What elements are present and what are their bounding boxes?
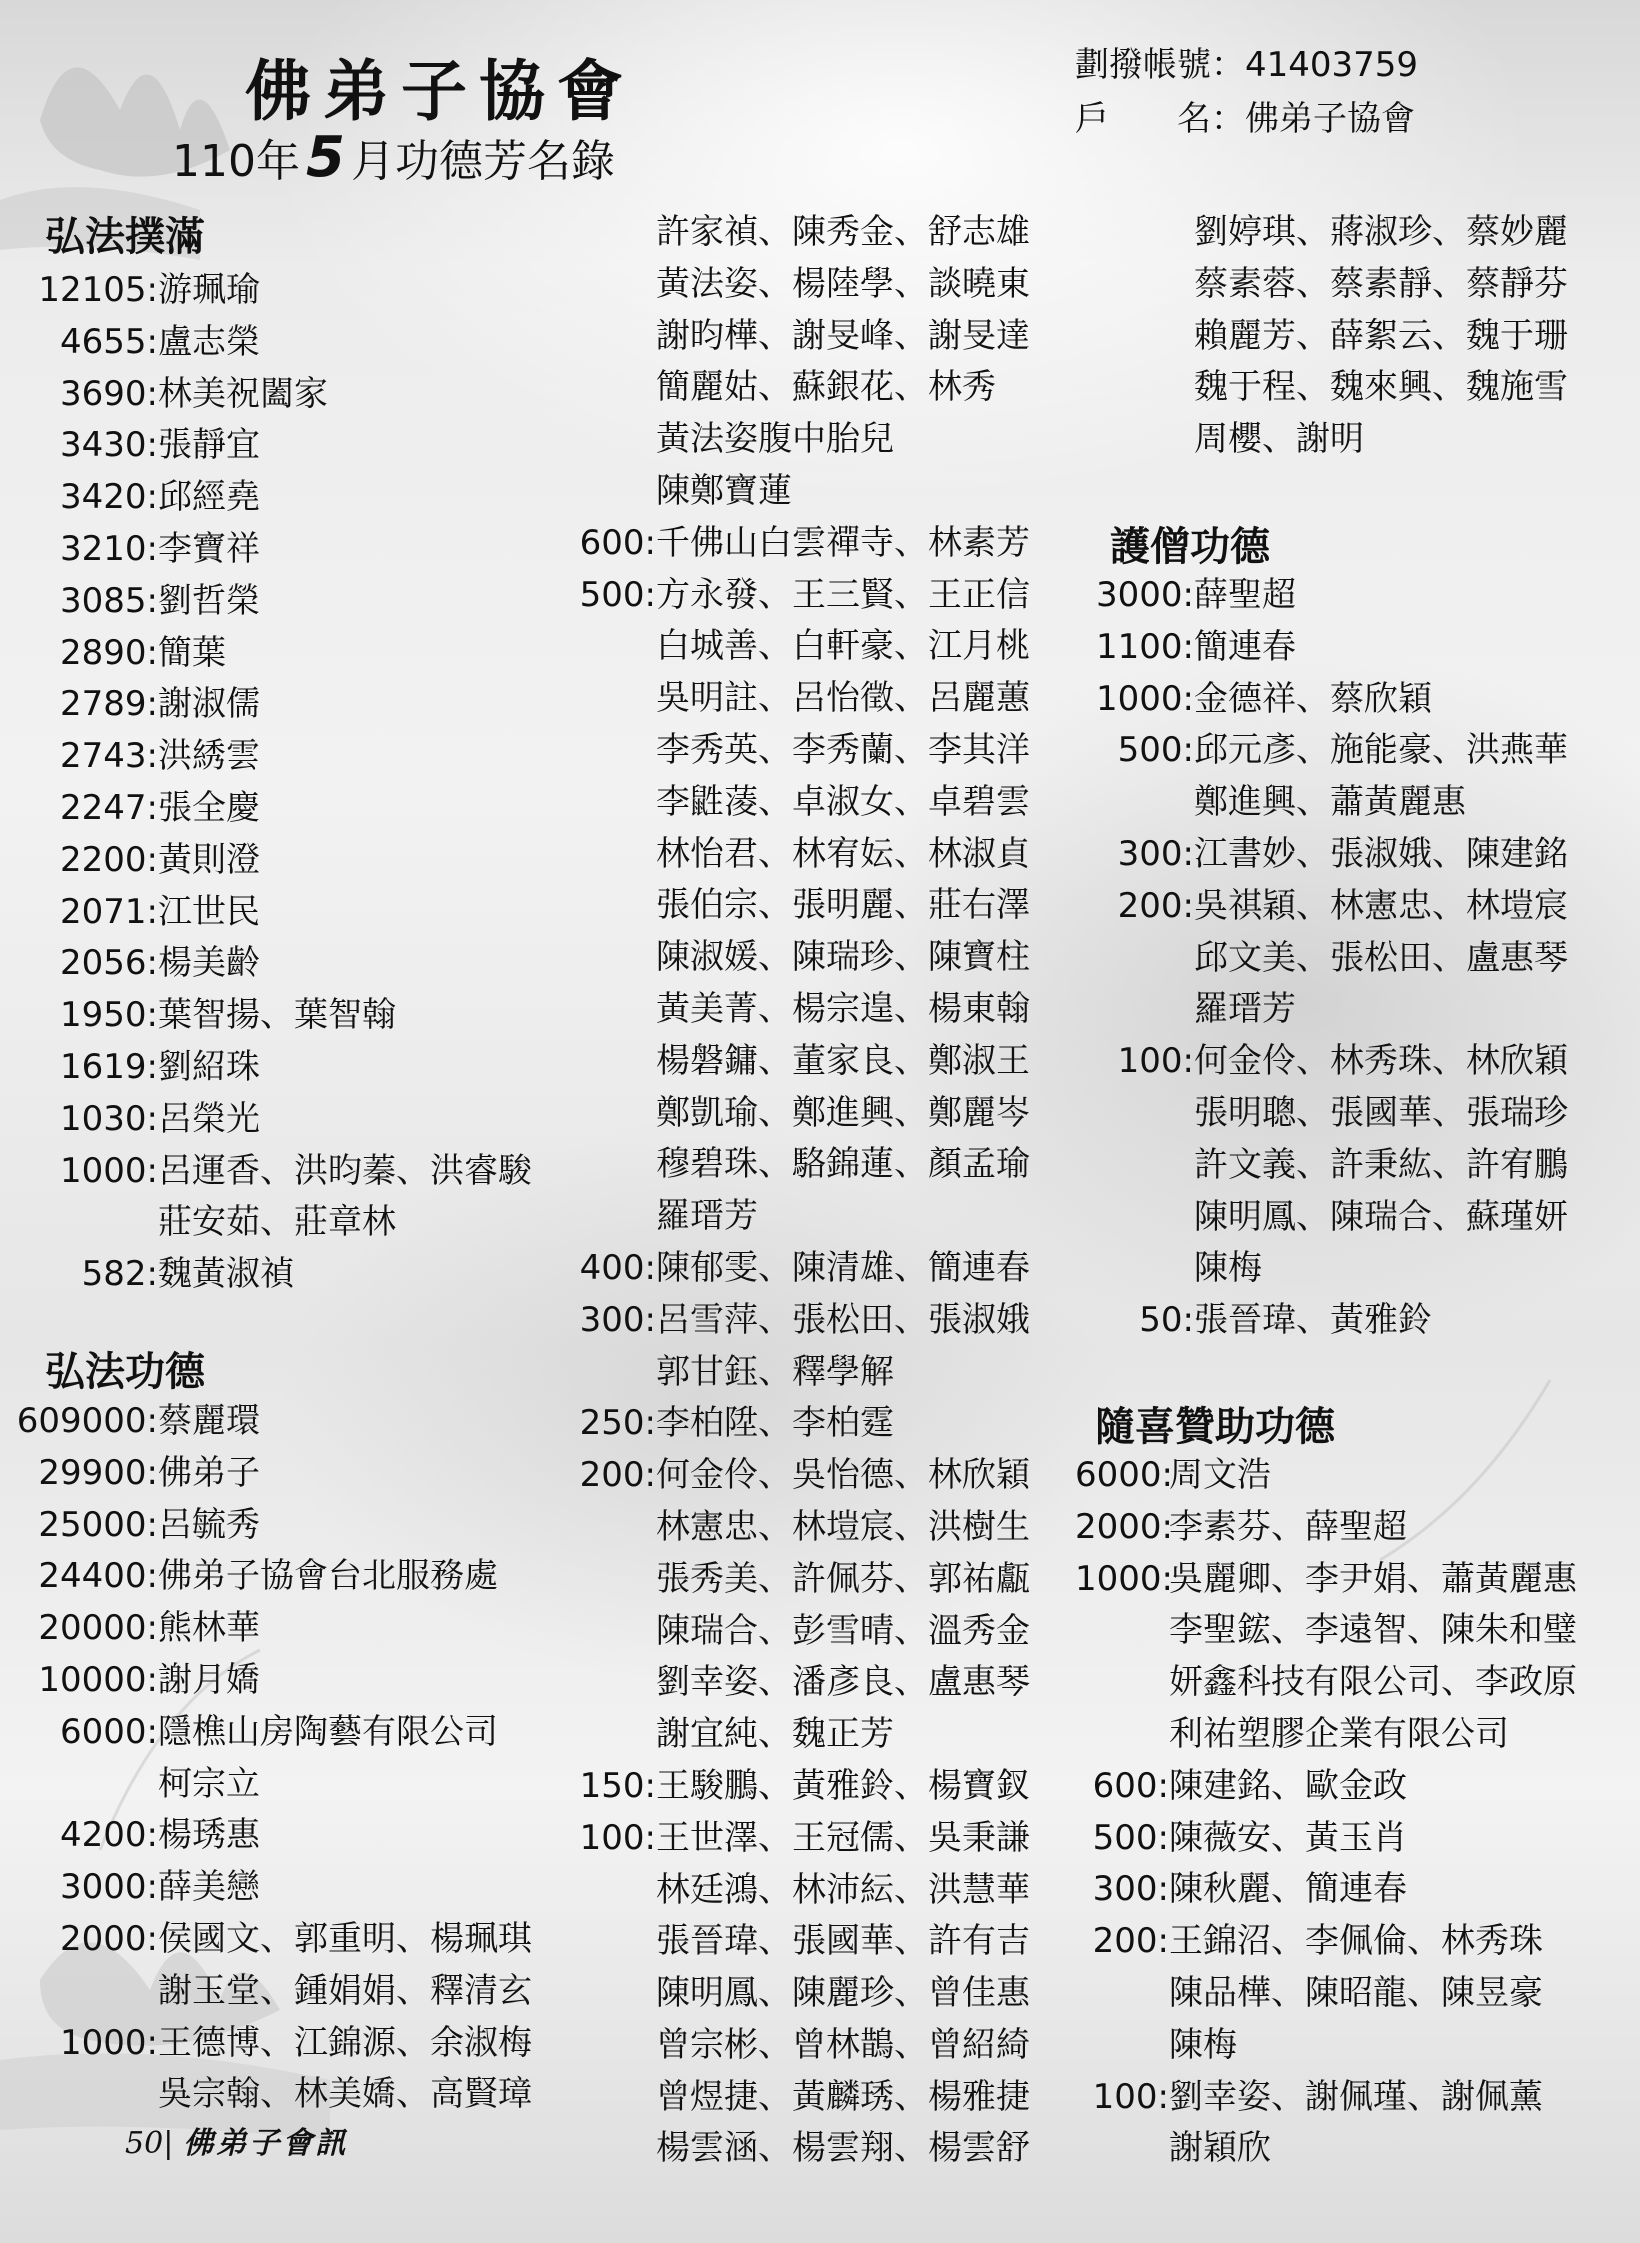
account-holder-label: 戶 名： bbox=[1075, 99, 1245, 139]
donation-amount: 200: bbox=[579, 1455, 656, 1496]
donor-names: 鄭凱瑜、鄭進興、鄭麗岑 bbox=[656, 1092, 1030, 1133]
donor-names: 李聖鋐、李遠智、陳朱和璧 bbox=[1169, 1610, 1577, 1651]
donor-names: 陳薇安、黃玉肖 bbox=[1169, 1817, 1407, 1858]
donor-names: 謝月嬌 bbox=[158, 1659, 260, 1700]
donor-names: 薛美戀 bbox=[158, 1867, 260, 1908]
donor-names: 魏于程、魏來興、魏施雪 bbox=[1194, 367, 1568, 408]
donor-names: 吳宗翰、林美嬌、高賢璋 bbox=[158, 2074, 532, 2115]
donor-names: 劉哲榮 bbox=[158, 580, 260, 621]
donor-names: 周文浩 bbox=[1169, 1455, 1271, 1495]
donation-amount: 1000: bbox=[1075, 1558, 1173, 1599]
donor-names: 王德博、江錦源、余淑梅 bbox=[158, 2022, 532, 2063]
donor-names: 邱元彥、施能豪、洪燕華 bbox=[1194, 730, 1568, 771]
donor-names: 蔡素蓉、蔡素靜、蔡靜芬 bbox=[1194, 263, 1568, 304]
donor-names: 陳梅 bbox=[1194, 1248, 1262, 1289]
donor-names: 盧志榮 bbox=[158, 321, 260, 362]
donor-names: 佛弟子 bbox=[158, 1452, 260, 1493]
donation-amount: 200: bbox=[1092, 1921, 1169, 1962]
donor-names: 張晉瑋、黃雅鈴 bbox=[1194, 1300, 1432, 1341]
donor-names: 魏黃淑禎 bbox=[158, 1254, 294, 1295]
donor-names: 陳明鳳、陳麗珍、曾佳惠 bbox=[656, 1973, 1030, 2014]
page-footer bbox=[125, 2118, 348, 2162]
donor-names: 熊林華 bbox=[158, 1608, 260, 1649]
donation-amount: 150: bbox=[579, 1765, 656, 1806]
donation-amount: 2071: bbox=[60, 891, 158, 932]
donation-amount: 25000: bbox=[38, 1504, 158, 1545]
donation-amount: 600: bbox=[1092, 1765, 1169, 1806]
donor-names: 張全慶 bbox=[158, 787, 260, 828]
donor-names: 楊琇惠 bbox=[158, 1815, 260, 1856]
donor-names: 何金伶、吳怡德、林欣穎 bbox=[656, 1455, 1030, 1496]
donor-names: 劉婷琪、蔣淑珍、蔡妙麗 bbox=[1194, 212, 1568, 252]
donation-amount: 600: bbox=[579, 522, 656, 563]
donor-names: 吳祺穎、林憲忠、林塏宸 bbox=[1194, 885, 1568, 926]
donation-amount: 300: bbox=[1092, 1869, 1169, 1910]
donation-amount: 2000: bbox=[60, 1918, 158, 1959]
donation-amount: 300: bbox=[579, 1299, 656, 1340]
account-holder: 佛弟子協會 bbox=[1245, 99, 1415, 139]
donor-names: 謝穎欣 bbox=[1169, 2128, 1271, 2169]
donor-names: 何金伶、林秀珠、林欣穎 bbox=[1194, 1041, 1568, 1082]
donor-names: 游珮瑜 bbox=[158, 270, 260, 310]
donor-names: 郭甘鈺、釋學解 bbox=[656, 1351, 894, 1392]
donor-names: 薛聖超 bbox=[1194, 575, 1296, 615]
donor-names: 侯國文、郭重明、楊珮琪 bbox=[158, 1918, 532, 1959]
donation-amount: 3420: bbox=[60, 477, 158, 518]
donor-names: 方永發、王三賢、王正信 bbox=[656, 574, 1030, 615]
donor-names: 呂毓秀 bbox=[158, 1504, 260, 1545]
donation-amount: 2247: bbox=[60, 787, 158, 828]
donation-amount: 100: bbox=[579, 1817, 656, 1858]
donor-names: 白城善、白軒豪、江月桃 bbox=[656, 626, 1030, 667]
donation-amount: 200: bbox=[1117, 885, 1194, 926]
donor-names: 吳麗卿、李尹娟、蕭黃麗惠 bbox=[1169, 1558, 1577, 1599]
donation-amount: 3430: bbox=[60, 425, 158, 466]
donation-amount: 3000: bbox=[1096, 575, 1194, 615]
donor-names: 呂雪萍、張松田、張淑娥 bbox=[656, 1299, 1030, 1340]
donor-names: 吳明註、呂怡徵、呂麗蕙 bbox=[656, 678, 1030, 719]
donor-names: 莊安茹、莊章林 bbox=[158, 1202, 396, 1243]
donor-names: 劉幸姿、潘彥良、盧惠琴 bbox=[656, 1662, 1030, 1703]
donation-amount: 300: bbox=[1117, 833, 1194, 874]
donor-names: 周櫻、謝明 bbox=[1194, 419, 1364, 460]
donor-names: 洪綉雲 bbox=[158, 736, 260, 777]
donor-names: 劉紹珠 bbox=[158, 1046, 260, 1087]
donation-amount: 609000: bbox=[16, 1401, 158, 1441]
donor-names: 江世民 bbox=[158, 891, 260, 932]
donation-amount: 250: bbox=[579, 1403, 656, 1444]
donor-names: 妍鑫科技有限公司、李政原 bbox=[1169, 1662, 1577, 1703]
account-number-label: 劃撥帳號： bbox=[1075, 45, 1245, 85]
donor-names: 葉智揚、葉智翰 bbox=[158, 995, 396, 1036]
donor-names: 陳品樺、陳昭龍、陳昱豪 bbox=[1169, 1972, 1543, 2013]
donor-names: 林怡君、林宥妘、林淑貞 bbox=[656, 833, 1030, 874]
donation-amount: 3690: bbox=[60, 373, 158, 414]
donor-names: 林美祝闔家 bbox=[158, 373, 328, 414]
donor-names: 曾宗彬、曾林鵲、曾紹綺 bbox=[656, 2024, 1030, 2065]
donation-amount: 582: bbox=[81, 1254, 158, 1295]
page-number: 50 bbox=[125, 2126, 164, 2161]
donor-names: 張秀美、許佩芬、郭祐甗 bbox=[656, 1558, 1030, 1599]
donor-names: 黃法姿、楊陸學、談曉東 bbox=[656, 263, 1030, 304]
donation-amount: 3085: bbox=[60, 580, 158, 621]
donor-names: 陳秋麗、簡連春 bbox=[1169, 1869, 1407, 1910]
donor-names: 呂榮光 bbox=[158, 1098, 260, 1139]
donor-names: 賴麗芳、薛絮云、魏于珊 bbox=[1194, 315, 1568, 356]
donor-names: 楊雲涵、楊雲翔、楊雲舒 bbox=[656, 2128, 1030, 2169]
donation-amount: 1000: bbox=[1096, 678, 1194, 719]
donation-amount: 6000: bbox=[60, 1711, 158, 1752]
donor-names: 黃美菁、楊宗遑、楊東翰 bbox=[656, 988, 1030, 1029]
donor-names: 林憲忠、林塏宸、洪樹生 bbox=[656, 1506, 1030, 1547]
donor-names: 陳鄭寶蓮 bbox=[656, 470, 792, 511]
donor-names: 利祐塑膠企業有限公司 bbox=[1169, 1713, 1509, 1754]
section-heading: 弘法功德 bbox=[45, 1349, 205, 1395]
donation-amount: 3000: bbox=[60, 1867, 158, 1908]
donor-names: 羅瑨芳 bbox=[1194, 989, 1296, 1030]
donation-amount: 2789: bbox=[60, 684, 158, 725]
donation-amount: 2200: bbox=[60, 839, 158, 880]
donation-amount: 24400: bbox=[38, 1556, 158, 1597]
donation-amount: 29900: bbox=[38, 1452, 158, 1493]
donor-names: 簡麗姑、蘇銀花、林秀 bbox=[656, 367, 996, 408]
donor-names: 江書妙、張淑娥、陳建銘 bbox=[1194, 833, 1568, 874]
footer-separator: | bbox=[163, 2126, 174, 2161]
donor-names: 鄭進興、蕭黃麗惠 bbox=[1194, 782, 1466, 823]
donor-names: 張伯宗、張明麗、莊右澤 bbox=[656, 885, 1030, 926]
donation-amount: 4200: bbox=[60, 1815, 158, 1856]
donor-names: 陳瑞合、彭雪晴、溫秀金 bbox=[656, 1610, 1030, 1651]
donor-names: 王錦沼、李佩倫、林秀珠 bbox=[1169, 1921, 1543, 1962]
donation-amount: 20000: bbox=[38, 1608, 158, 1649]
donor-names: 佛弟子協會台北服務處 bbox=[158, 1556, 498, 1597]
section-heading: 護僧功德 bbox=[1110, 524, 1270, 570]
donation-amount: 1950: bbox=[60, 995, 158, 1036]
account-number: 41403759 bbox=[1245, 45, 1419, 85]
donation-amount: 50: bbox=[1139, 1300, 1194, 1341]
donor-names: 張晉瑋、張國華、許有吉 bbox=[656, 1921, 1030, 1962]
magazine-name: 佛弟子會訊 bbox=[183, 2126, 349, 2161]
donation-amount: 500: bbox=[1092, 1817, 1169, 1858]
donor-names: 穆碧珠、駱錦蓮、顏孟瑜 bbox=[656, 1144, 1030, 1185]
donor-names: 許文義、許秉紘、許宥鵬 bbox=[1194, 1144, 1568, 1185]
page-title: 佛弟子協會 bbox=[245, 52, 635, 130]
donation-amount: 6000: bbox=[1075, 1455, 1173, 1495]
donor-names: 千佛山白雲禪寺、林素芳 bbox=[656, 522, 1030, 563]
page-subtitle bbox=[172, 125, 615, 190]
donor-names: 陳淑媛、陳瑞珍、陳寶柱 bbox=[656, 937, 1030, 978]
donor-names: 金德祥、蔡欣穎 bbox=[1194, 678, 1432, 719]
donor-names: 邱文美、張松田、盧惠琴 bbox=[1194, 937, 1568, 978]
donation-amount: 1619: bbox=[60, 1046, 158, 1087]
donor-names: 陳梅 bbox=[1169, 2024, 1237, 2065]
subtitle-month: 5 bbox=[305, 125, 345, 190]
donor-names: 隱樵山房陶藝有限公司 bbox=[158, 1711, 498, 1752]
donation-amount: 4655: bbox=[60, 321, 158, 362]
donation-amount: 2056: bbox=[60, 943, 158, 984]
donor-names: 謝昀樺、謝旻峰、謝旻達 bbox=[656, 315, 1030, 356]
donor-names: 謝淑儒 bbox=[158, 684, 260, 725]
donor-names: 王駿鵬、黃雅鈴、楊寶釵 bbox=[656, 1765, 1030, 1806]
donation-amount: 100: bbox=[1117, 1041, 1194, 1082]
donor-names: 羅瑨芳 bbox=[656, 1196, 758, 1237]
donation-amount: 3210: bbox=[60, 528, 158, 569]
donation-amount: 2890: bbox=[60, 632, 158, 673]
donation-amount: 1000: bbox=[60, 1150, 158, 1191]
donor-names: 張靜宜 bbox=[158, 425, 260, 466]
donation-amount: 400: bbox=[579, 1247, 656, 1288]
donor-names: 李鼪蓤、卓淑女、卓碧雲 bbox=[656, 781, 1030, 822]
donor-names: 邱經堯 bbox=[158, 477, 260, 518]
donor-names: 王世澤、王冠儒、吳秉謙 bbox=[656, 1817, 1030, 1858]
donor-names: 楊磐鏞、董家良、鄭淑王 bbox=[656, 1040, 1030, 1081]
donation-amount: 100: bbox=[1092, 2076, 1169, 2117]
donor-names: 蔡麗環 bbox=[158, 1401, 260, 1441]
donation-amount: 2743: bbox=[60, 736, 158, 777]
donor-names: 柯宗立 bbox=[158, 1763, 260, 1804]
subtitle-rest: 月功德芳名錄 bbox=[350, 136, 615, 187]
donation-amount: 12105: bbox=[38, 270, 158, 310]
donor-names: 林廷鴻、林沛紜、洪慧華 bbox=[656, 1869, 1030, 1910]
donor-names: 謝宜純、魏正芳 bbox=[656, 1714, 894, 1755]
donation-amount: 500: bbox=[1117, 730, 1194, 771]
donor-names: 黃則澄 bbox=[158, 839, 260, 880]
donor-names: 黃法姿腹中胎兒 bbox=[656, 419, 894, 460]
donor-names: 楊美齡 bbox=[158, 943, 260, 984]
donor-names: 李寶祥 bbox=[158, 528, 260, 569]
donor-names: 謝玉堂、鍾娟娟、釋清玄 bbox=[158, 1970, 532, 2011]
donor-names: 簡連春 bbox=[1194, 626, 1296, 667]
account-info bbox=[1075, 38, 1418, 146]
donor-names: 曾煜捷、黃麟琇、楊雅捷 bbox=[656, 2076, 1030, 2117]
donor-names: 李素芬、薛聖超 bbox=[1169, 1506, 1407, 1547]
section-heading: 隨喜贊助功德 bbox=[1095, 1404, 1335, 1450]
donor-names: 簡葉 bbox=[158, 632, 226, 673]
subtitle-year: 110年 bbox=[172, 136, 300, 187]
donor-names: 陳郁雯、陳清雄、簡連春 bbox=[656, 1247, 1030, 1288]
donation-amount: 1100: bbox=[1096, 626, 1194, 667]
donation-amount: 500: bbox=[579, 574, 656, 615]
donation-amount: 2000: bbox=[1075, 1506, 1173, 1547]
donation-amount: 10000: bbox=[38, 1659, 158, 1700]
donor-names: 許家禎、陳秀金、舒志雄 bbox=[656, 212, 1030, 252]
donor-names: 劉幸姿、謝佩瑾、謝佩薰 bbox=[1169, 2076, 1543, 2117]
donor-names: 陳明鳳、陳瑞合、蘇瑾妍 bbox=[1194, 1196, 1568, 1237]
donor-names: 李柏陞、李柏霆 bbox=[656, 1403, 894, 1444]
donor-names: 張明聰、張國華、張瑞珍 bbox=[1194, 1092, 1568, 1133]
donor-names: 李秀英、李秀蘭、李其洋 bbox=[656, 729, 1030, 770]
donation-amount: 1030: bbox=[60, 1098, 158, 1139]
donor-names: 呂運香、洪昀蓁、洪睿駿 bbox=[158, 1150, 532, 1191]
donor-names: 陳建銘、歐金政 bbox=[1169, 1765, 1407, 1806]
section-heading: 弘法撲滿 bbox=[45, 214, 205, 260]
donation-amount: 1000: bbox=[60, 2022, 158, 2063]
